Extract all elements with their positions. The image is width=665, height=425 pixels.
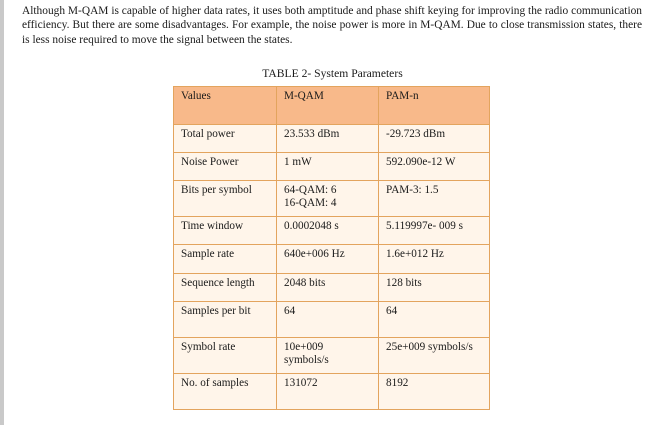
mqam-value: 0.0002048 s xyxy=(277,217,379,245)
header-values: Values xyxy=(174,87,277,125)
table-row xyxy=(174,338,490,374)
mqam-value: 10e+009 symbols/s xyxy=(277,338,379,374)
mqam-value: 640e+006 Hz xyxy=(277,245,379,274)
table-row xyxy=(174,302,490,338)
pam-value: PAM-3: 1.5 xyxy=(379,181,490,217)
row-label: Sequence length xyxy=(174,274,277,302)
mqam-value: 64-QAM: 6 16-QAM: 4 xyxy=(277,181,379,217)
table-row xyxy=(174,374,490,410)
pam-value: 128 bits xyxy=(379,274,490,302)
pam-value: 64 xyxy=(379,302,490,338)
mqam-value: 64 xyxy=(277,302,379,338)
mqam-value: 1 mW xyxy=(277,153,379,181)
row-label: Samples per bit xyxy=(174,302,277,338)
table-header-row xyxy=(174,87,490,125)
row-label: Time window xyxy=(174,217,277,245)
row-label: Bits per symbol xyxy=(174,181,277,217)
table-row xyxy=(174,245,490,274)
system-parameters-table xyxy=(173,86,490,410)
row-label: Sample rate xyxy=(174,245,277,274)
table-row xyxy=(174,274,490,302)
pam-value: 1.6e+012 Hz xyxy=(379,245,490,274)
pam-value: 8192 xyxy=(379,374,490,410)
table-row xyxy=(174,181,490,217)
header-mqam: M-QAM xyxy=(277,87,379,125)
body-paragraph: Although M-QAM is capable of higher data rates, it uses both amptitude and phase shift keying for improving the radio communication efficiency. But there are some disadvantages. For example, the noise power is more in M-QAM. Due to close transmission states, there is less noise required to move the signal between the states. xyxy=(22,5,642,46)
table-row xyxy=(174,217,490,245)
table-caption: TABLE 2- System Parameters xyxy=(262,67,403,80)
pam-value: 592.090e-12 W xyxy=(379,153,490,181)
table-row xyxy=(174,125,490,153)
page-edge xyxy=(0,0,4,425)
row-label: Symbol rate xyxy=(174,338,277,374)
row-label: No. of samples xyxy=(174,374,277,410)
mqam-value: 23.533 dBm xyxy=(277,125,379,153)
header-pam: PAM-n xyxy=(379,87,490,125)
mqam-value: 131072 xyxy=(277,374,379,410)
row-label: Noise Power xyxy=(174,153,277,181)
table-row xyxy=(174,153,490,181)
pam-value: -29.723 dBm xyxy=(379,125,490,153)
pam-value: 5.119997e- 009 s xyxy=(379,217,490,245)
pam-value: 25e+009 symbols/s xyxy=(379,338,490,374)
mqam-value: 2048 bits xyxy=(277,274,379,302)
row-label: Total power xyxy=(174,125,277,153)
